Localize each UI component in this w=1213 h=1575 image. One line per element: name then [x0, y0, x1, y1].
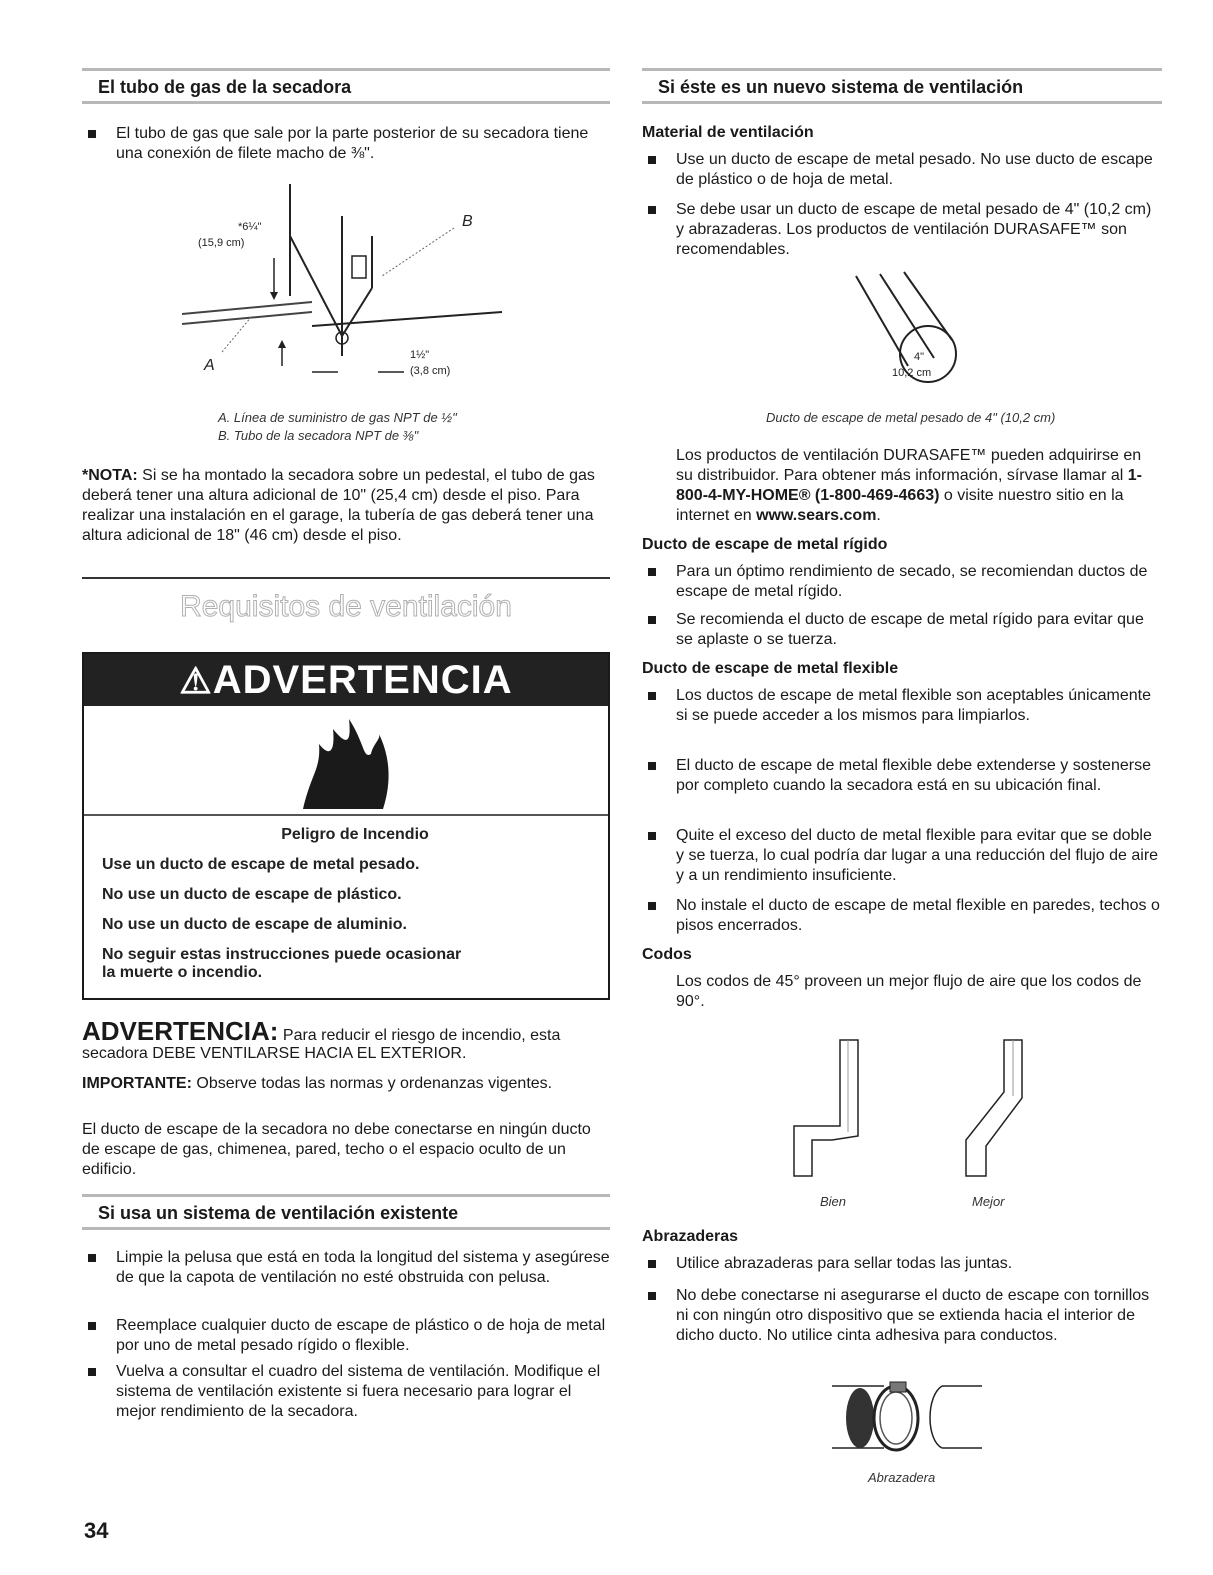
existing-system-heading: Si usa un sistema de ventilación existente: [82, 1194, 610, 1230]
duct-paragraph: El ducto de escape de la secadora no debe conectarse en ningún ducto de escape de gas, chimenea, pared, techo o el espacio oculto de un edificio.: [82, 1121, 591, 1178]
fire-icon: [291, 714, 401, 814]
gas-pipe-diagram: [182, 176, 512, 396]
warning-triangle-icon: ⚠: [179, 660, 213, 701]
rigid-bullet-1: Para un óptimo rendimiento de secado, se recomiendan ductos de escape de metal rígido.: [642, 562, 1162, 602]
warning-lines: [84, 816, 608, 982]
existing-bullet-1: Limpie la pelusa que está en toda la longitud del sistema y asegúrese de que la capota de ventilación no esté obstruida con pelusa.: [82, 1248, 610, 1288]
warning-line-3: No use un ducto de escape de plástico.: [102, 886, 402, 903]
material-bullet-1: Use un ducto de escape de metal pesado. No use ducto de escape de plástico o de hoja de metal.: [642, 150, 1162, 190]
new-system-heading: Si éste es un nuevo sistema de ventilación: [642, 68, 1162, 104]
duct-label-2: 10,2 cm: [892, 367, 932, 379]
fig-label-b: B: [462, 213, 473, 230]
fig-label-dim2b: (3,8 cm): [410, 365, 451, 377]
elbow-label-good: Bien: [820, 1194, 847, 1209]
fig-label-dim2: 1½": [410, 349, 430, 361]
nota-paragraph: [82, 466, 608, 546]
sears-link[interactable]: www.sears.com: [756, 507, 877, 524]
divider: [82, 577, 610, 579]
duct-caption: Ducto de escape de metal pesado de 4" (10,2 cm): [766, 410, 1056, 425]
duct-4in-diagram: [842, 270, 972, 390]
gas-tube-heading: El tubo de gas de la secadora: [82, 68, 610, 104]
warning-line-1: Peligro de Incendio: [281, 826, 429, 843]
nota-text: Si se ha montado la secadora sobre un pedestal, el tubo de gas deberá tener una altura adicional de 10" (25,4 cm) desde el piso. Para realizar una instalación en el garage, la tubería de gas deberá tener una altura adicional de 18" (46 cm) desde el piso.: [82, 467, 595, 544]
clamps-bullet-1: Utilice abrazaderas para sellar todas las juntas.: [642, 1254, 1162, 1274]
material-bullet-2: Se debe usar un ducto de escape de metal pesado de 4" (10,2 cm) y abrazaderas. Los productos de ventilación DURASAFE™ son recomendables.: [642, 200, 1162, 260]
existing-bullet-2: Reemplace cualquier ducto de escape de plástico o de hoja de metal por uno de metal pesado rígido o flexible.: [82, 1316, 610, 1356]
advertencia-text: Para reducir el riesgo de incendio, esta secadora DEBE VENTILARSE HACIA EL EXTERIOR.: [82, 1027, 561, 1062]
durasafe-mid: o visite nuestro sitio en la internet en: [676, 487, 1124, 524]
advertencia-paragraph: [82, 1016, 610, 1063]
nota-label: *NOTA:: [82, 467, 138, 484]
vent-requirements-title: Requisitos de ventilación: [180, 590, 512, 623]
warning-box: [82, 652, 610, 1000]
durasafe-paragraph: [676, 446, 1162, 526]
material-subhead: Material de ventilación: [642, 124, 814, 141]
fig-label-dim1b: (15,9 cm): [198, 237, 245, 249]
elbow-label-better: Mejor: [972, 1194, 1005, 1209]
fig-label-a: A: [204, 357, 215, 374]
importante-paragraph: [82, 1074, 608, 1094]
clamps-bullet-2: No debe conectarse ni asegurarse el ducto de escape con tornillos ni con ningún otro dispositivo que se extienda hacia el interior de dicho ducto. No utilice cinta adhesiva para conductos.: [642, 1286, 1162, 1346]
clamps-subhead: Abrazaderas: [642, 1228, 739, 1245]
flexible-bullet-2: El ducto de escape de metal flexible debe extenderse y sostenerse por completo cuando la secadora está en su ubicación final.: [642, 756, 1162, 796]
codos-subhead: Codos: [642, 946, 692, 963]
elbow-45-diagram: [952, 1036, 1072, 1186]
warning-line-5a: No seguir estas instrucciones puede ocasionar: [102, 946, 462, 963]
codos-text: Los codos de 45° proveen un mejor flujo de aire que los codos de 90°.: [676, 973, 1142, 1010]
warning-line-4: No use un ducto de escape de aluminio.: [102, 916, 407, 933]
durasafe-phone: 1-800-4-MY-HOME® (1-800-469-4663): [676, 467, 1142, 504]
clamp-diagram: [832, 1378, 992, 1468]
warning-banner: [84, 654, 608, 706]
rigid-bullet-2: Se recomienda el ducto de escape de metal rígido para evitar que se aplaste o se tuerza.: [642, 610, 1162, 650]
flexible-bullet-4: No instale el ducto de escape de metal flexible en paredes, techos o pisos encerrados.: [642, 896, 1162, 936]
warning-line-2: Use un ducto de escape de metal pesado.: [102, 856, 420, 873]
flexible-bullet-1: Los ductos de escape de metal flexible son aceptables únicamente si se puede acceder a los mismos para limpiarlos.: [642, 686, 1162, 726]
durasafe-end: .: [876, 507, 881, 524]
durasafe-pre: Los productos de ventilación DURASAFE™ pueden adquirirse en su distribuidor. Para obtener más información, sírvase llamar al: [676, 447, 1142, 484]
importante-text: Observe todas las normas y ordenanzas vigentes.: [191, 1075, 553, 1092]
warning-line-5b: la muerte o incendio.: [102, 964, 263, 981]
existing-bullet-3: Vuelva a consultar el cuadro del sistema de ventilación. Modifique el sistema de ventilación existente si fuera necesario para lograr el mejor rendimiento de la secadora.: [82, 1362, 610, 1422]
page-number: 34: [84, 1518, 109, 1543]
advertencia-label: ADVERTENCIA:: [82, 1016, 279, 1046]
caption-a: A. Línea de suministro de gas NPT de ½": [218, 410, 457, 425]
importante-label: IMPORTANTE:: [82, 1075, 192, 1092]
flexible-subhead: Ducto de escape de metal flexible: [642, 660, 899, 677]
caption-b: B. Tubo de la secadora NPT de ⅜": [218, 428, 419, 443]
elbow-90-diagram: [782, 1036, 902, 1186]
fire-icon-area: [84, 706, 608, 816]
clamp-caption: Abrazadera: [868, 1470, 936, 1485]
fig-label-dim1: *6¼": [238, 221, 262, 233]
warning-banner-text: ADVERTENCIA: [212, 658, 513, 702]
flexible-bullet-3: Quite el exceso del ducto de metal flexible para evitar que se doble y se tuerza, lo cual podría dar lugar a una reducción del flujo de aire y a un rendimiento insuficiente.: [642, 826, 1162, 886]
rigid-subhead: Ducto de escape de metal rígido: [642, 536, 888, 553]
duct-label-1: 4": [914, 351, 925, 363]
gas-tube-bullet: El tubo de gas que sale por la parte posterior de su secadora tiene una conexión de filete macho de ⅜".: [82, 124, 610, 164]
